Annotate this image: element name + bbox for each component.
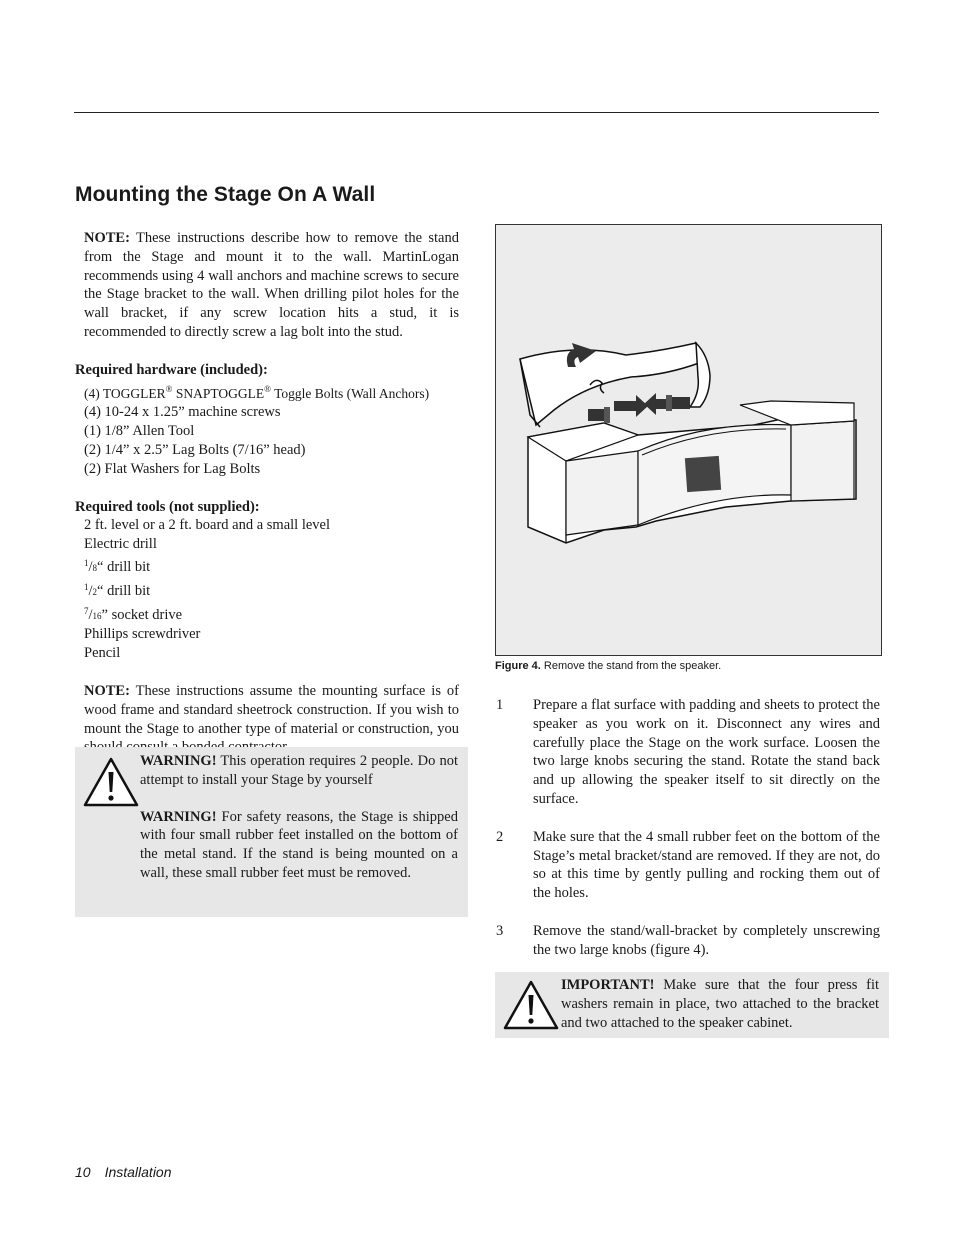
- hardware-item: (4) 10-24 x 1.25” machine screws: [84, 404, 281, 421]
- warning-text: WARNING! This operation requires 2 people. Do not attempt to install your Stage by yourself WARNING! For safety reasons, the Stage is shipped with four small rubber feet installed on the bottom of the metal stand. If the stand is being mounted on a wall, these small rubber feet must be removed.: [140, 753, 458, 881]
- warning-icon: [503, 980, 559, 1030]
- page-title: Mounting the Stage On A Wall: [75, 183, 376, 206]
- note-intro: [84, 229, 459, 342]
- tools-item: Pencil: [84, 645, 121, 662]
- steps-list: [495, 696, 880, 960]
- warning-icon: [83, 757, 139, 807]
- note-label: NOTE:: [84, 682, 130, 699]
- hardware-item: (1) 1/8” Allen Tool: [84, 423, 195, 440]
- tools-item: Phillips screwdriver: [84, 626, 201, 643]
- hardware-heading: Required hardware (included):: [75, 361, 268, 378]
- step-item: 2 Make sure that the 4 small rubber feet on the bottom of the Stage’s metal bracket/stand are removed. If they are not, do so at this time by gently pulling and rocking them out of the holes.: [496, 828, 880, 902]
- warning-box: [75, 747, 468, 917]
- tools-item: $^1$/8“ drill bit: [84, 557, 151, 575]
- step-item: 1 Prepare a flat surface with padding and sheets to protect the speaker as you work on it. Disconnect any wires and carefully place the Stage on the work surface. Loosen the two large knobs securing the stand. Rotate the stand back and up allowing the speaker itself to sit directly on the surface.: [496, 697, 880, 807]
- important-box: [495, 972, 889, 1038]
- step-item: 3 Remove the stand/wall-bracket by completely unscrewing the two large knobs (figure 4).: [496, 922, 880, 958]
- tools-item: $^7$/16” socket drive: [84, 605, 183, 623]
- figure-caption: Figure 4. Remove the stand from the speaker.: [495, 660, 722, 672]
- figure-4-illustration: [495, 224, 882, 656]
- header-rule: [74, 112, 879, 113]
- tools-item: Electric drill: [84, 536, 157, 553]
- hardware-item: (4) TOGGLER® SNAPTOGGLE® Toggle Bolts (Wall Anchors): [84, 383, 430, 401]
- note-text: These instructions assume the mounting surface is of wood frame and standard sheetrock construction. If you wish to mount the Stage to another type of material or construction, you: [84, 682, 459, 737]
- note-construction: [84, 682, 459, 757]
- tools-item: 2 ft. level or a 2 ft. board and a small level: [84, 517, 331, 534]
- tools-heading: Required tools (not supplied):: [75, 498, 260, 515]
- page-number: 10: [75, 1164, 91, 1180]
- note-text: These instructions describe how to remove the stand from the Stage and mount it to the wall. MartinLogan recommends using 4 wall anchors and machine screws to secure the Stage bracket to the wall. When drilling pilot holes for the wall bracket, if any screw location hits a stud, it is recommended to directly screw a lag bolt into the stud.: [84, 230, 459, 340]
- left-column: [75, 229, 459, 757]
- hardware-item: (2) Flat Washers for Lag Bolts: [84, 460, 261, 477]
- section-name: Installation: [104, 1164, 172, 1180]
- important-text: IMPORTANT! Make sure that the four press fit washers remain in place, two attached to the bracket and two attached to the speaker cabinet.: [561, 977, 880, 1031]
- note-label: NOTE:: [84, 230, 130, 246]
- tools-item: $^1$/2“ drill bit: [84, 581, 151, 599]
- speaker-stand-drawing: [496, 225, 881, 655]
- page-footer: [75, 1164, 186, 1180]
- hardware-item: (2) 1/4” x 2.5” Lag Bolts (7/16” head): [84, 441, 306, 458]
